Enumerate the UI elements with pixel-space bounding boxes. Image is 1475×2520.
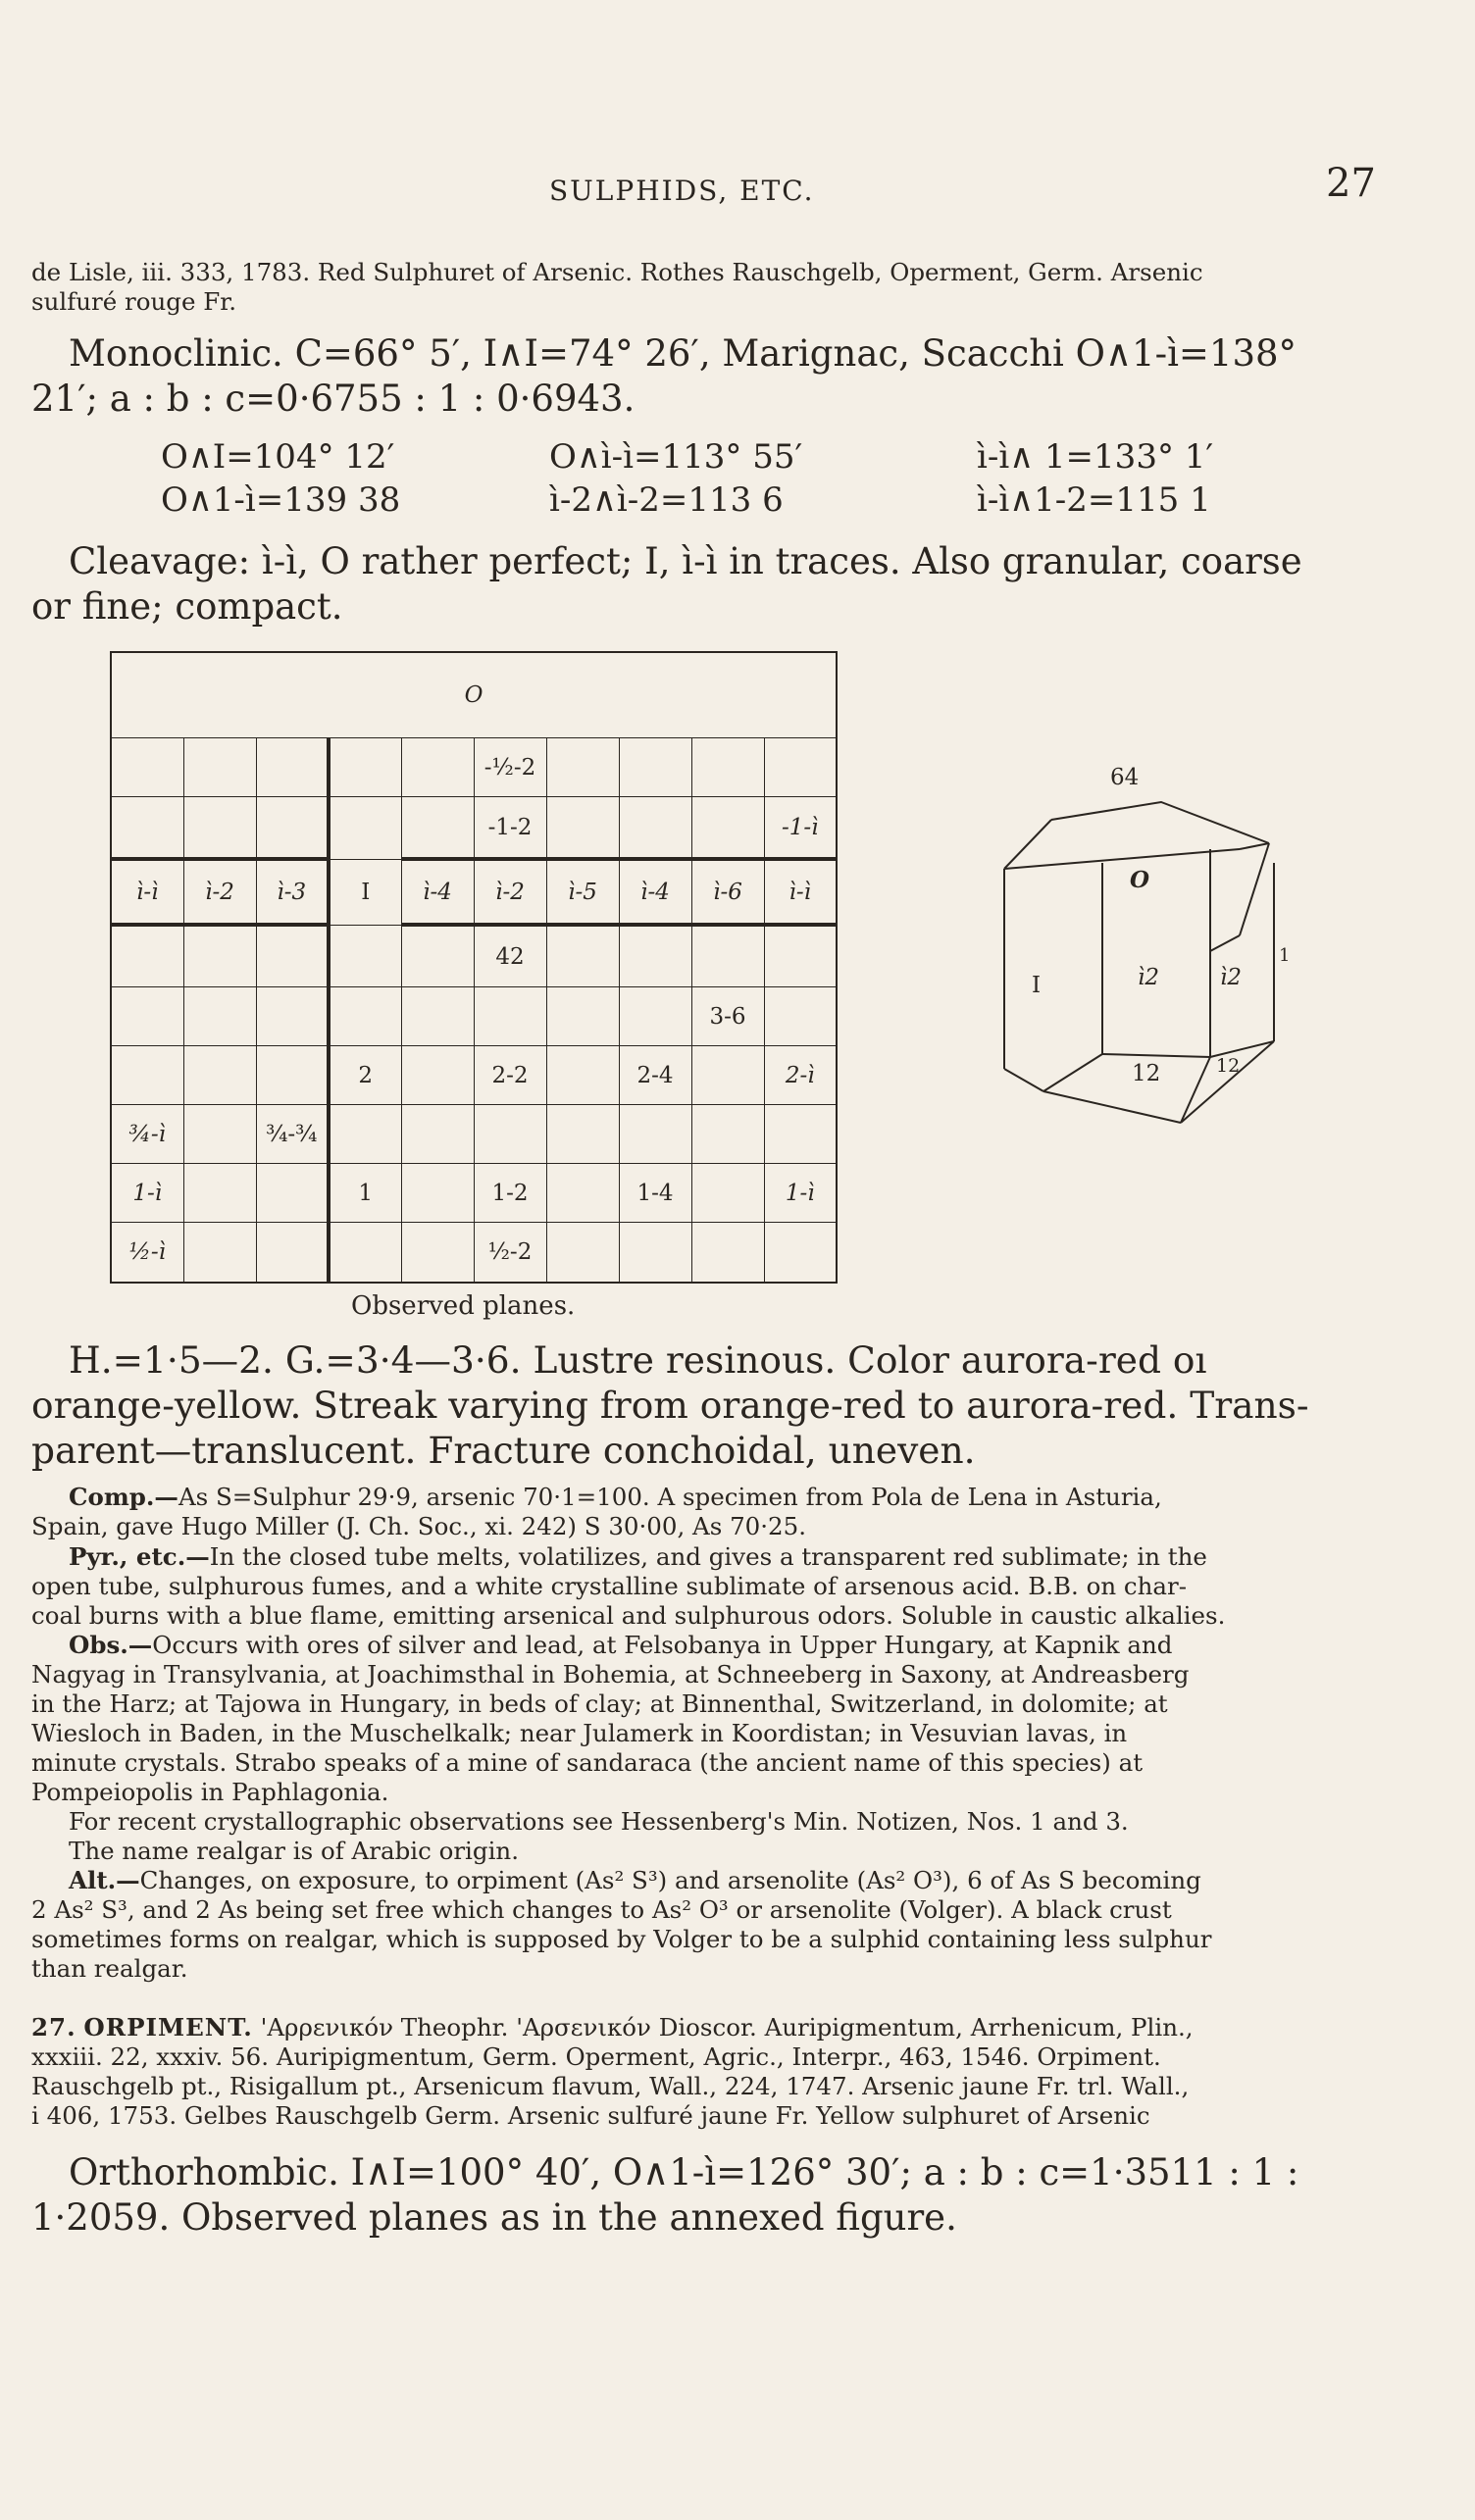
- face-label: 1: [1279, 945, 1291, 966]
- comp-label: Comp.—: [69, 1483, 178, 1511]
- synonymy: [31, 258, 1371, 317]
- physical-line: parent—translucent. Fracture conchoidal, uneven.: [31, 1429, 976, 1472]
- table-cell: ì-ì: [111, 859, 183, 925]
- table-cell: 2-ì: [764, 1046, 837, 1105]
- physical-properties: [31, 1337, 1371, 1473]
- crystal-drawing: [945, 765, 1308, 1137]
- table-cell: [111, 1046, 183, 1105]
- crystal-system: [31, 331, 1371, 422]
- pyr-paragraph: [31, 1542, 1371, 1631]
- obs-line: Nagyag in Transylvania, at Joachimsthal in Bohemia, at Schneeberg in Saxony, at Andreasberg: [31, 1660, 1190, 1688]
- pyr-line: open tube, sulphurous fumes, and a white crystalline sublimate of arsenous acid. B.B. on char-: [31, 1572, 1188, 1600]
- table-cell: [183, 1164, 256, 1223]
- comp-paragraph: [31, 1483, 1371, 1541]
- table-cell: [764, 925, 837, 986]
- table-cell: [691, 1223, 764, 1283]
- angle: ì-ì∧1-2=115 1: [977, 480, 1211, 520]
- table-cell: [546, 797, 619, 859]
- table-cell: ¾-ì: [111, 1105, 183, 1164]
- table-cell: [691, 797, 764, 859]
- table-cell: ½-ì: [111, 1223, 183, 1283]
- table-cell: ì-4: [619, 859, 691, 925]
- pyr-line: In the closed tube melts, volatilizes, and gives a transparent red sublimate; in the: [209, 1542, 1207, 1571]
- alt-paragraph: [31, 1866, 1371, 1984]
- obs-label: Obs.—: [69, 1631, 153, 1659]
- figure-number: 64: [1110, 765, 1140, 790]
- table-cell: [619, 1105, 691, 1164]
- table-cell: [111, 986, 183, 1045]
- face-label: I: [1032, 973, 1042, 998]
- table-cell: ì-2: [474, 859, 546, 925]
- table-cell: [183, 986, 256, 1045]
- obs-line: Occurs with ores of silver and lead, at Felsobanya in Upper Hungary, at Kapnik and: [152, 1631, 1173, 1659]
- table-cell: [764, 986, 837, 1045]
- table-cell: [401, 797, 474, 859]
- table-cell: [474, 1105, 546, 1164]
- table-cell: [183, 925, 256, 986]
- table-cell: [691, 1046, 764, 1105]
- table-row: [111, 986, 837, 1045]
- table-row: [111, 1164, 837, 1223]
- table-cell: [183, 1105, 256, 1164]
- table-cell: -½-2: [474, 738, 546, 797]
- table-cell: ì-2: [183, 859, 256, 925]
- table-cell: [329, 1223, 401, 1283]
- table-cell: [183, 738, 256, 797]
- table-cell: 1-ì: [764, 1164, 837, 1223]
- table-cell: [691, 925, 764, 986]
- obs-line: The name realgar is of Arabic origin.: [69, 1837, 519, 1865]
- table-cell: 1-ì: [111, 1164, 183, 1223]
- angle: ì-2∧ì-2=113 6: [549, 480, 784, 520]
- alt-label: Alt.—: [69, 1866, 140, 1894]
- entry-line: xxxiii. 22, xxxiv. 56. Auripigmentum, Germ. Operment, Agric., Interpr., 463, 1546. Orpiment.: [31, 2042, 1161, 2071]
- angle: O∧ì-ì=113° 55′: [549, 437, 803, 477]
- entry-line: 'Αρρενικόν Theophr. 'Αρσενικόν Dioscor. Auripigmentum, Arrhenicum, Plin.,: [260, 2013, 1194, 2041]
- table-cell: [764, 738, 837, 797]
- table-cell: ½-2: [474, 1223, 546, 1283]
- pyr-line: coal burns with a blue flame, emitting arsenical and sulphurous odors. Soluble in caustic alkalies.: [31, 1601, 1226, 1630]
- face-label: O: [1130, 867, 1150, 893]
- table-cell: ì-5: [546, 859, 619, 925]
- table-row: [111, 1105, 837, 1164]
- table-row: [111, 1046, 837, 1105]
- table-row: [111, 738, 837, 797]
- obs-line: in the Harz; at Tajowa in Hungary, in beds of clay; at Binnenthal, Switzerland, in dolomite; at: [31, 1689, 1168, 1718]
- table-cell: 1-2: [474, 1164, 546, 1223]
- table-cell: [691, 738, 764, 797]
- crystal-line: 21′; a : b : c=0·6755 : 1 : 0·6943.: [31, 378, 636, 420]
- table-cell: 2: [329, 1046, 401, 1105]
- table-cell: [401, 1223, 474, 1283]
- table-cell: 1: [329, 1164, 401, 1223]
- table-cell: [111, 797, 183, 859]
- entry-number: 27.: [31, 2013, 76, 2041]
- angle: O∧I=104° 12′: [161, 437, 395, 477]
- entry-line: i 406, 1753. Gelbes Rauschgelb Germ. Arsenic sulfuré jaune Fr. Yellow sulphuret of Arsenic: [31, 2101, 1150, 2130]
- table-cell: [619, 738, 691, 797]
- table-cell: [691, 1164, 764, 1223]
- face-label: ì2: [1220, 965, 1242, 990]
- planes-table: [110, 651, 838, 1284]
- comp-line: As S=Sulphur 29·9, arsenic 70·1=100. A specimen from Pola de Lena in Asturia,: [178, 1483, 1162, 1511]
- table-cell: [546, 1223, 619, 1283]
- table-row: [111, 1223, 837, 1283]
- table-cell: [111, 738, 183, 797]
- table-cell: [691, 1105, 764, 1164]
- table-cell: [183, 1223, 256, 1283]
- physical-line: H.=1·5—2. G.=3·4—3·6. Lustre resinous. Color aurora-red oı: [69, 1338, 1207, 1382]
- table-cell: [619, 797, 691, 859]
- table-cell: [619, 986, 691, 1045]
- obs-paragraph: [31, 1631, 1371, 1866]
- table-cell: [111, 925, 183, 986]
- table-cell: [183, 797, 256, 859]
- table-cell: ì-3: [256, 859, 329, 925]
- table-cell: [619, 925, 691, 986]
- orpiment-crystallography: [31, 2150, 1371, 2241]
- table-cell: I: [329, 859, 401, 925]
- entry-name: ORPIMENT.: [83, 2013, 253, 2041]
- table-cell: [546, 738, 619, 797]
- table-cell: [546, 1046, 619, 1105]
- table-cell: [256, 797, 329, 859]
- table-cell: ì-6: [691, 859, 764, 925]
- running-head: SULPHIDS, ETC.: [549, 175, 815, 207]
- table-cell: [546, 1164, 619, 1223]
- table-cell: -1-ì: [764, 797, 837, 859]
- table-cell: ì-4: [401, 859, 474, 925]
- synonymy-line: de Lisle, iii. 333, 1783. Red Sulphuret of Arsenic. Rothes Rauschgelb, Operment, Germ. Arsenic: [31, 258, 1203, 286]
- face-label: 12: [1132, 1061, 1161, 1086]
- comp-line: Spain, gave Hugo Miller (J. Ch. Soc., xi. 242) S 30·00, As 70·25.: [31, 1512, 807, 1540]
- alt-line: 2 As² S³, and 2 As being set free which changes to As² O³ or arsenolite (Volger). A black crust: [31, 1895, 1172, 1924]
- table-header: O: [111, 652, 837, 738]
- table-row: [111, 859, 837, 925]
- obs-line: Pompeiopolis in Paphlagonia.: [31, 1778, 389, 1806]
- table-cell: 2-2: [474, 1046, 546, 1105]
- table-cell: 3-6: [691, 986, 764, 1045]
- table-cell: [329, 986, 401, 1045]
- physical-line: orange-yellow. Streak varying from orange-red to aurora-red. Trans-: [31, 1384, 1309, 1427]
- table-cell: ì-ì: [764, 859, 837, 925]
- alt-line: Changes, on exposure, to orpiment (As² S³) and arsenolite (As² O³), 6 of As S becoming: [139, 1866, 1201, 1894]
- cleavage-line: or fine; compact.: [31, 585, 343, 628]
- table-cell: [546, 1105, 619, 1164]
- table-cell: [401, 986, 474, 1045]
- table-cell: [329, 925, 401, 986]
- table-cell: 2-4: [619, 1046, 691, 1105]
- table-cell: [256, 986, 329, 1045]
- pyr-label: Pyr., etc.—: [69, 1542, 210, 1571]
- orpiment-entry: [31, 2013, 1371, 2131]
- table-cell: [329, 797, 401, 859]
- table-cell: [619, 1223, 691, 1283]
- table-row: [111, 797, 837, 859]
- entry-line: Rauschgelb pt., Risigallum pt., Arsenicum flavum, Wall., 224, 1747. Arsenic jaune Fr. trl. Wall.,: [31, 2072, 1190, 2100]
- table-cell: [401, 925, 474, 986]
- table-cell: [256, 738, 329, 797]
- obs-line: Wiesloch in Baden, in the Muschelkalk; near Julamerk in Koordistan; in Vesuvian lavas, in: [31, 1719, 1128, 1747]
- orpiment-line: Orthorhombic. I∧I=100° 40′, O∧1-ì=126° 30′; a : b : c=1·3511 : 1 :: [69, 2151, 1299, 2193]
- table-cell: -1-2: [474, 797, 546, 859]
- synonymy-line: sulfuré rouge Fr.: [31, 287, 237, 316]
- crystal-figure: [945, 765, 1308, 1137]
- table-cell: [764, 1223, 837, 1283]
- table-cell: 42: [474, 925, 546, 986]
- table-cell: [256, 1223, 329, 1283]
- table-cell: [256, 925, 329, 986]
- table-cell: [256, 1164, 329, 1223]
- alt-line: than realgar.: [31, 1954, 188, 1983]
- table-cell: [329, 1105, 401, 1164]
- planes-table-wrapper: [110, 651, 838, 1290]
- face-label: 12: [1216, 1055, 1241, 1077]
- table-cell: [401, 1164, 474, 1223]
- table-cell: ¾-¾: [256, 1105, 329, 1164]
- obs-line: minute crystals. Strabo speaks of a mine of sandaraca (the ancient name of this species) at: [31, 1748, 1144, 1777]
- page-number: 27: [1326, 161, 1376, 206]
- table-cell: [546, 925, 619, 986]
- table-cell: [546, 986, 619, 1045]
- alt-line: sometimes forms on realgar, which is supposed by Volger to be a sulphid containing less sulphur: [31, 1925, 1212, 1953]
- table-cell: [329, 738, 401, 797]
- table-cell: [764, 1105, 837, 1164]
- angle: O∧1-ì=139 38: [161, 480, 401, 520]
- obs-line: For recent crystallographic observations see Hessenberg's Min. Notizen, Nos. 1 and 3.: [69, 1807, 1129, 1836]
- table-cell: [401, 1046, 474, 1105]
- table-caption: Observed planes.: [351, 1291, 576, 1321]
- crystal-line: Monoclinic. C=66° 5′, I∧I=74° 26′, Marignac, Scacchi O∧1-ì=138°: [69, 332, 1297, 375]
- cleavage: [31, 539, 1371, 630]
- table-cell: [183, 1046, 256, 1105]
- table-cell: [474, 986, 546, 1045]
- angle: ì-ì∧ 1=133° 1′: [977, 437, 1214, 477]
- table-row: [111, 925, 837, 986]
- face-label: ì2: [1138, 965, 1159, 990]
- cleavage-line: Cleavage: ì-ì, O rather perfect; I, ì-ì in traces. Also granular, coarse: [69, 540, 1302, 582]
- table-cell: [401, 738, 474, 797]
- table-cell: [256, 1046, 329, 1105]
- table-cell: 1-4: [619, 1164, 691, 1223]
- table-cell: [401, 1105, 474, 1164]
- orpiment-line: 1·2059. Observed planes as in the annexed figure.: [31, 2196, 957, 2239]
